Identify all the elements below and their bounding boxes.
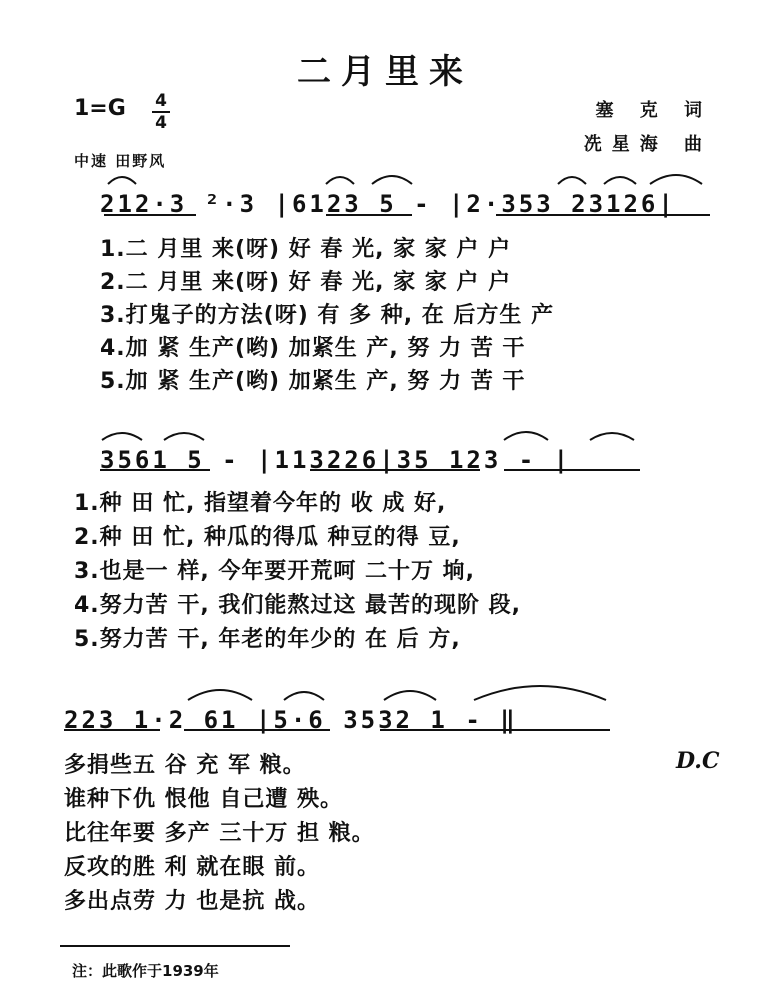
notation-line-1: 212·3 ²·3 |6123 5 - |2·353 23126| <box>100 190 676 218</box>
lyric-line-2-3: 3.也是一 样, 今年要开荒呵 二十万 垧, <box>74 559 476 584</box>
lyric-line-3-2: 谁种下仇 恨他 自己遭 殃。 <box>64 787 343 812</box>
lyric-line-3-4: 反攻的胜 利 就在眼 前。 <box>64 855 320 880</box>
lyric-line-2-1: 1.种 田 忙, 指望着今年的 收 成 好, <box>74 491 447 516</box>
lyric-line-3-5: 多出点劳 力 也是抗 战。 <box>64 889 320 914</box>
lyric-line-1-4: 4.加 紧 生产(哟) 加紧生 产, 努 力 苦 干 <box>100 336 526 361</box>
dc-mark: D.C <box>676 748 720 774</box>
lyric-line-1-2: 2.二 月里 来(呀) 好 春 光, 家 家 户 户 <box>100 270 512 295</box>
time-signature-top: 4 <box>155 91 167 111</box>
lyric-line-1-3: 3.打鬼子的方法(呀) 有 多 种, 在 后方生 产 <box>100 303 555 328</box>
lyric-line-2-5: 5.努力苦 干, 年老的年少的 在 后 方, <box>74 627 461 652</box>
composer-credit: 冼星海 曲 <box>583 134 712 155</box>
lyric-line-3-3: 比往年要 多产 三十万 担 粮。 <box>64 821 375 846</box>
tempo-marking: 中速 田野风 <box>74 152 167 170</box>
time-signature-bottom: 4 <box>155 113 167 133</box>
footnote: 注：此歌作于1939年 <box>72 962 219 980</box>
lyric-line-3-1: 多捐些五 谷 充 军 粮。 <box>64 753 306 778</box>
song-title: 二月里来 <box>297 52 473 92</box>
lyricist-credit: 塞 克 词 <box>595 100 712 121</box>
lyric-line-1-1: 1.二 月里 来(呀) 好 春 光, 家 家 户 户 <box>100 237 512 262</box>
lyric-line-2-4: 4.努力苦 干, 我们能熬过这 最苦的现阶 段, <box>74 593 522 618</box>
lyric-line-2-2: 2.种 田 忙, 种瓜的得瓜 种豆的得 豆, <box>74 525 461 550</box>
footnote-rule <box>60 945 290 947</box>
lyric-line-1-5: 5.加 紧 生产(哟) 加紧生 产, 努 力 苦 干 <box>100 369 526 394</box>
notation-line-2: 3561 5 - |113226|35 123 - | <box>100 446 572 474</box>
key-signature: 1=G <box>74 96 126 121</box>
notation-line-3: 223 1·2 61 |5·6 3532 1 - ‖ <box>64 706 518 734</box>
